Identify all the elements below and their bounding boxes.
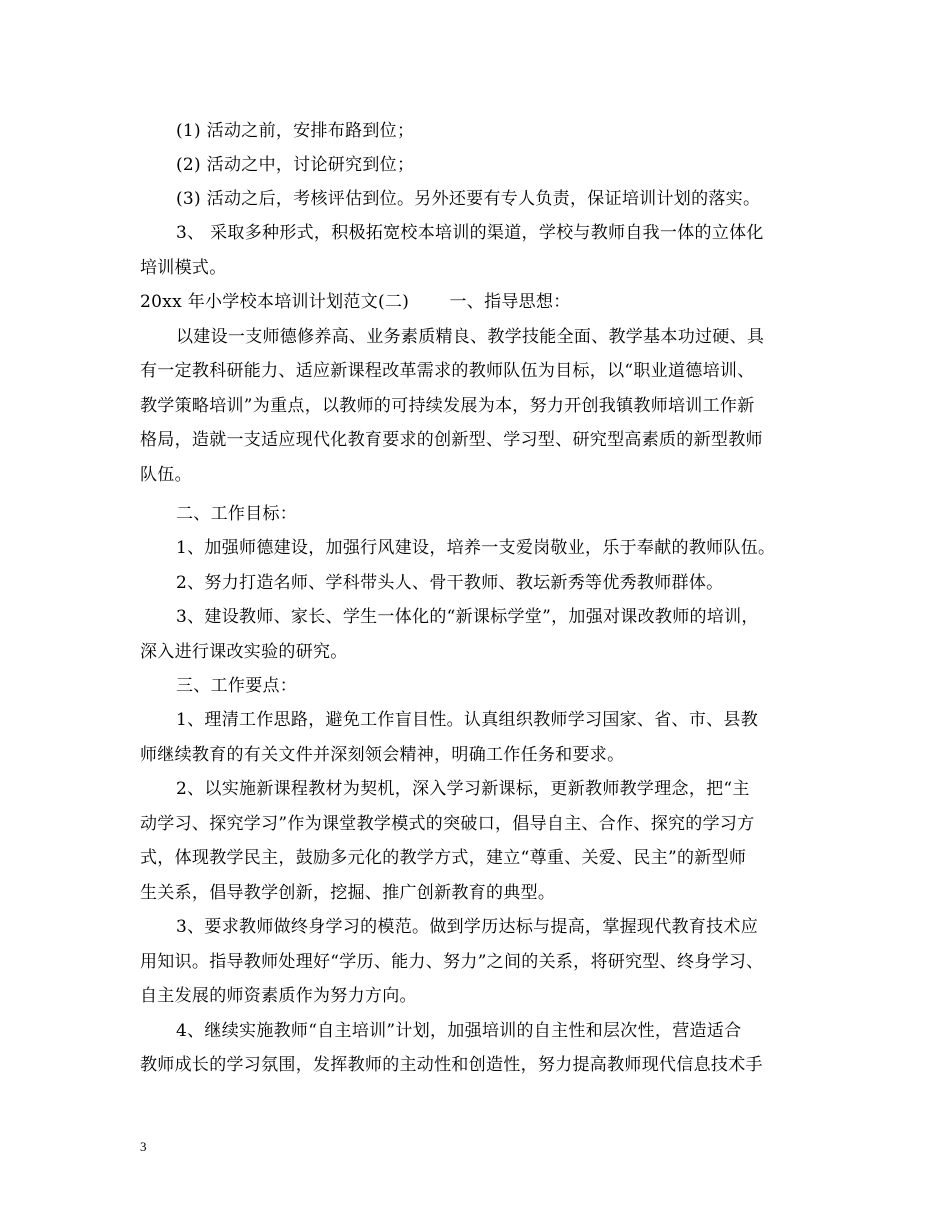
text-line: 以建设一支师德修养高、业务素质精良、教学技能全面、教学基本功过硬、具 <box>176 327 765 347</box>
text-line: 队伍。 <box>140 465 192 485</box>
text-line: 教师成长的学习氛围，发挥教师的主动性和创造性，努力提高教师现代信息技术手 <box>140 1055 763 1075</box>
text-line: (3) 活动之后，考核评估到位。另外还要有专人负责，保证培训计划的落实。 <box>176 189 761 209</box>
text-line: 格局，造就一支适应现代化教育要求的创新型、学习型、研究型高素质的新型教师 <box>140 430 763 450</box>
text-line: 2、努力打造名师、学科带头人、骨干教师、教坛新秀等优秀教师群体。 <box>176 573 724 593</box>
text-line: 1、理清工作思路，避免工作盲目性。认真组织教师学习国家、省、市、县教 <box>176 710 759 730</box>
text-line: 深入进行课改实验的研究。 <box>140 642 348 662</box>
text-line: (1) 活动之前，安排布路到位； <box>176 121 415 141</box>
text-line: (2) 活动之中，讨论研究到位； <box>176 155 415 175</box>
section-heading: 三、工作要点： <box>176 676 298 696</box>
text-line: 4、继续实施教师“自主培训”计划，加强培训的自主性和层次性，营造适合 <box>176 1021 742 1041</box>
text-line: 1、加强师德建设，加强行风建设，培养一支爱岗敬业，乐于奉献的教师队伍。 <box>176 538 776 558</box>
text-line: 动学习、探究学习”作为课堂教学模式的突破口，倡导自主、合作、探究的学习方 <box>140 814 755 834</box>
text-line: 用知识。指导教师处理好“学历、能力、努力”之间的关系，将研究型、终身学习、 <box>140 952 764 972</box>
section-heading: 二、工作目标： <box>176 504 298 524</box>
text-line: 式，体现教学民主，鼓励多元化的教学方式，建立“尊重、关爱、民主”的新型师 <box>140 848 747 868</box>
text-line: 师继续教育的有关文件并深刻领会精神，明确工作任务和要求。 <box>140 745 625 765</box>
page-number: 3 <box>140 1139 147 1154</box>
section-heading: 20xx 年小学校本培训计划范文(二) 一、指导思想： <box>140 292 571 312</box>
text-line: 2、以实施新课程教材为契机，深入学习新课标，更新教师教学理念，把“主 <box>176 779 750 799</box>
text-line: 3、建设教师、家长、学生一体化的“新课标学堂”，加强对课改教师的培训， <box>176 607 759 627</box>
text-line: 3、要求教师做终身学习的模范。做到学历达标与提高，掌握现代教育技术应 <box>176 917 759 937</box>
text-line: 培训模式。 <box>140 258 227 278</box>
text-line: 自主发展的师资素质作为努力方向。 <box>140 986 417 1006</box>
text-line: 生关系，倡导教学创新，挖掘、推广创新教育的典型。 <box>140 883 556 903</box>
text-line: 有一定教科研能力、适应新课程改革需求的教师队伍为目标，以“职业道德培训、 <box>140 361 755 381</box>
text-line: 教学策略培训”为重点，以教师的可持续发展为本，努力开创我镇教师培训工作新 <box>140 396 755 416</box>
text-line: 3、 采取多种形式，积极拓宽校本培训的渠道，学校与教师自我一体的立体化 <box>176 223 764 243</box>
